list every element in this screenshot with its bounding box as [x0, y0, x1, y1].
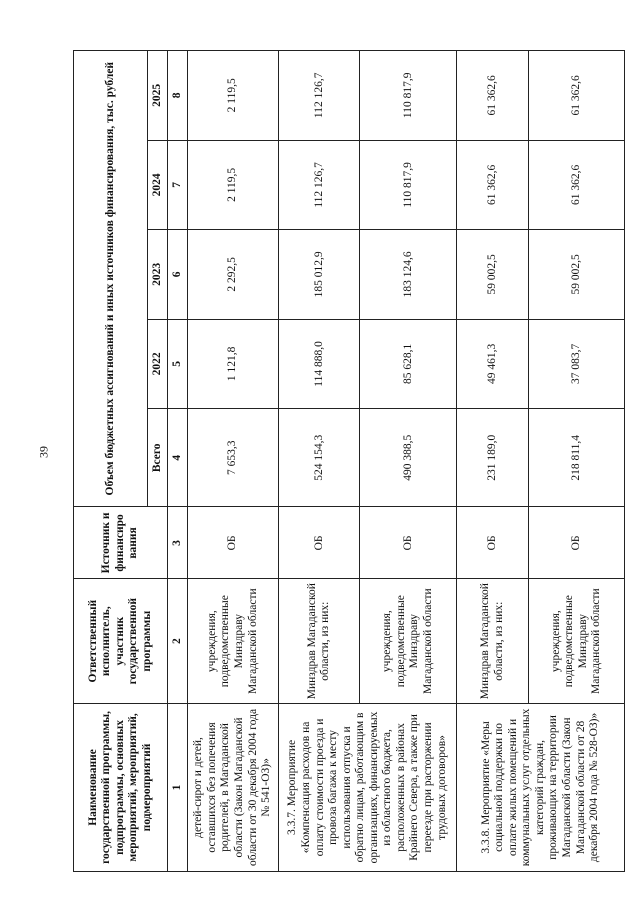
row-value-2023: 59 002,5	[457, 230, 529, 320]
header-funding: Объем бюджетных ассигнований и иных источников финансирования, тыс. рублей	[74, 51, 148, 507]
row-name: 3.3.8. Мероприятие «Меры социальной поддержки по оплате жилых помещений и коммунальных услуг отдельных категорий граждан, проживающих на территории Магаданской области (Закон Магаданской области от 28 декабря 2004 года № 528-ОЗ)»	[457, 703, 625, 871]
row-name: детей-сирот и детей, оставшихся без попечения родителей, в Магаданской области (Закон Магаданской области от 30 декабря 2004 года № 541-ОЗ)»	[187, 703, 279, 871]
row-value-2025: 61 362,6	[457, 51, 529, 141]
column-number: 5	[167, 319, 187, 409]
header-name: Наименование государственной программы, подпрограммы, основных мероприятий, мероприятий, подмероприятий	[74, 703, 168, 871]
row-executor: Минздрав Магаданской области, из них:	[457, 579, 529, 703]
row-value-2024: 61 362,6	[457, 140, 529, 230]
row-value-2025: 110 817,9	[360, 51, 457, 141]
row-source: ОБ	[457, 507, 529, 579]
header-row-top	[74, 51, 148, 872]
column-number: 2	[167, 579, 187, 703]
row-executor: Минздрав Магаданской области, из них:	[279, 579, 360, 703]
column-number: 4	[167, 409, 187, 507]
row-value-2025: 112 126,7	[279, 51, 360, 141]
header-source: Источник и финансиро вания	[74, 507, 168, 579]
row-value-2023: 185 012,9	[279, 230, 360, 320]
row-value-2023: 183 124,6	[360, 230, 457, 320]
row-value-total: 7 653,3	[187, 409, 279, 507]
header-row-numbers	[167, 51, 187, 872]
row-value-2024: 110 817,9	[360, 140, 457, 230]
row-value-2022: 85 628,1	[360, 319, 457, 409]
header-year: 2023	[148, 230, 168, 320]
row-name: 3.3.7. Мероприятие «Компенсация расходов на оплату стоимости проезда и провоза багажа к месту использования отпуска и обратно лицам, работающим в организациях, финансируемых из областного бюджета, расположенных в районах Крайнего Севера, а также при переезде при расторжении трудовых договоров»	[279, 703, 457, 871]
row-value-2023: 2 292,5	[187, 230, 279, 320]
column-number: 1	[167, 703, 187, 871]
column-number: 7	[167, 140, 187, 230]
row-value-2022: 1 121,8	[187, 319, 279, 409]
row-value-total: 490 388,5	[360, 409, 457, 507]
row-value-2025: 61 362,6	[529, 51, 625, 141]
row-value-2022: 49 461,3	[457, 319, 529, 409]
column-number: 3	[167, 507, 187, 579]
row-source: ОБ	[360, 507, 457, 579]
row-value-2022: 114 888,0	[279, 319, 360, 409]
row-source: ОБ	[279, 507, 360, 579]
row-executor: учреждения, подведомственные Минздраву Магаданской области	[187, 579, 279, 703]
row-value-2024: 2 119,5	[187, 140, 279, 230]
row-executor: учреждения, подведомственные Минздраву Магаданской области	[529, 579, 625, 703]
table-row	[187, 51, 279, 872]
column-number: 6	[167, 230, 187, 320]
row-value-total: 231 189,0	[457, 409, 529, 507]
header-year: 2024	[148, 140, 168, 230]
row-value-2023: 59 002,5	[529, 230, 625, 320]
table-row	[457, 51, 529, 872]
row-value-2025: 2 119,5	[187, 51, 279, 141]
header-year: 2025	[148, 51, 168, 141]
row-value-2022: 37 083,7	[529, 319, 625, 409]
row-value-total: 218 811,4	[529, 409, 625, 507]
row-source: ОБ	[187, 507, 279, 579]
row-source: ОБ	[529, 507, 625, 579]
column-number: 8	[167, 51, 187, 141]
funding-table	[73, 50, 625, 872]
header-executor: Ответственный исполнитель, участник государственной программы	[74, 579, 168, 703]
row-value-2024: 112 126,7	[279, 140, 360, 230]
row-executor: учреждения, подведомственные Минздраву Магаданской области	[360, 579, 457, 703]
table-row	[279, 51, 360, 872]
header-year: Всего	[148, 409, 168, 507]
page-number: 39	[36, 446, 51, 458]
row-value-total: 524 154,3	[279, 409, 360, 507]
row-value-2024: 61 362,6	[529, 140, 625, 230]
rotated-table-container	[73, 50, 625, 872]
header-year: 2022	[148, 319, 168, 409]
